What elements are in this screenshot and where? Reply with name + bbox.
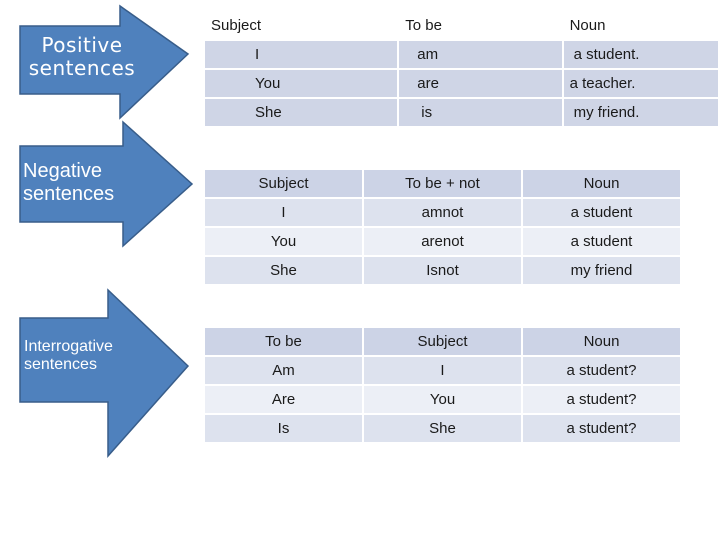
table-cell: You <box>205 70 397 97</box>
table-cell: amnot <box>364 199 521 226</box>
table-cell: You <box>364 386 521 413</box>
positive-sentences-arrow <box>20 6 190 120</box>
table-row <box>205 70 718 97</box>
table-cell: is <box>399 99 561 126</box>
table-cell: Are <box>205 386 362 413</box>
table-cell: She <box>205 257 362 284</box>
table-row <box>205 228 680 255</box>
table-cell: I <box>205 199 362 226</box>
table-cell: my friend. <box>564 99 718 126</box>
table-cell: She <box>205 99 397 126</box>
table-header-row <box>205 170 680 197</box>
interrogative-sentences-arrow <box>20 290 190 460</box>
table-cell: am <box>399 41 561 68</box>
header-cell: Noun <box>523 328 680 355</box>
table-cell: a student. <box>564 41 718 68</box>
table-cell: a student? <box>523 386 680 413</box>
table-row <box>205 415 680 442</box>
header-cell: Noun <box>564 12 718 39</box>
table-row <box>205 41 718 68</box>
table-cell: Isnot <box>364 257 521 284</box>
interrogative-sentences-table <box>203 326 682 444</box>
table-cell: You <box>205 228 362 255</box>
table-cell: a student? <box>523 357 680 384</box>
table-cell: are <box>399 70 561 97</box>
header-cell: To be <box>399 12 561 39</box>
table-cell: a student <box>523 199 680 226</box>
table-row <box>205 99 718 126</box>
negative-sentences-table <box>203 168 682 286</box>
header-cell: Subject <box>205 170 362 197</box>
negative-sentences-arrow <box>20 122 195 248</box>
table-header-row <box>205 328 680 355</box>
table-header-row <box>205 12 718 39</box>
header-cell: Noun <box>523 170 680 197</box>
header-cell: To be <box>205 328 362 355</box>
negative-sentences-label: Negative sentences <box>23 160 115 205</box>
right-arrow-icon <box>20 290 190 460</box>
table-cell: a student <box>523 228 680 255</box>
positive-sentences-table <box>203 10 720 128</box>
header-cell: Subject <box>364 328 521 355</box>
table-cell: I <box>364 357 521 384</box>
table-cell: my friend <box>523 257 680 284</box>
table-cell: Am <box>205 357 362 384</box>
table-cell: a student? <box>523 415 680 442</box>
table-row <box>205 199 680 226</box>
header-cell: To be + not <box>364 170 521 197</box>
table-row <box>205 257 680 284</box>
interrogative-sentences-label: Interrogative sentences <box>24 338 113 374</box>
header-cell: Subject <box>205 12 397 39</box>
table-row <box>205 357 680 384</box>
positive-sentences-label: Positive sentences <box>28 33 136 80</box>
table-cell: Is <box>205 415 362 442</box>
table-cell: She <box>364 415 521 442</box>
table-cell: I <box>205 41 397 68</box>
table-row <box>205 386 680 413</box>
table-cell: arenot <box>364 228 521 255</box>
table-cell: a teacher. <box>564 70 718 97</box>
